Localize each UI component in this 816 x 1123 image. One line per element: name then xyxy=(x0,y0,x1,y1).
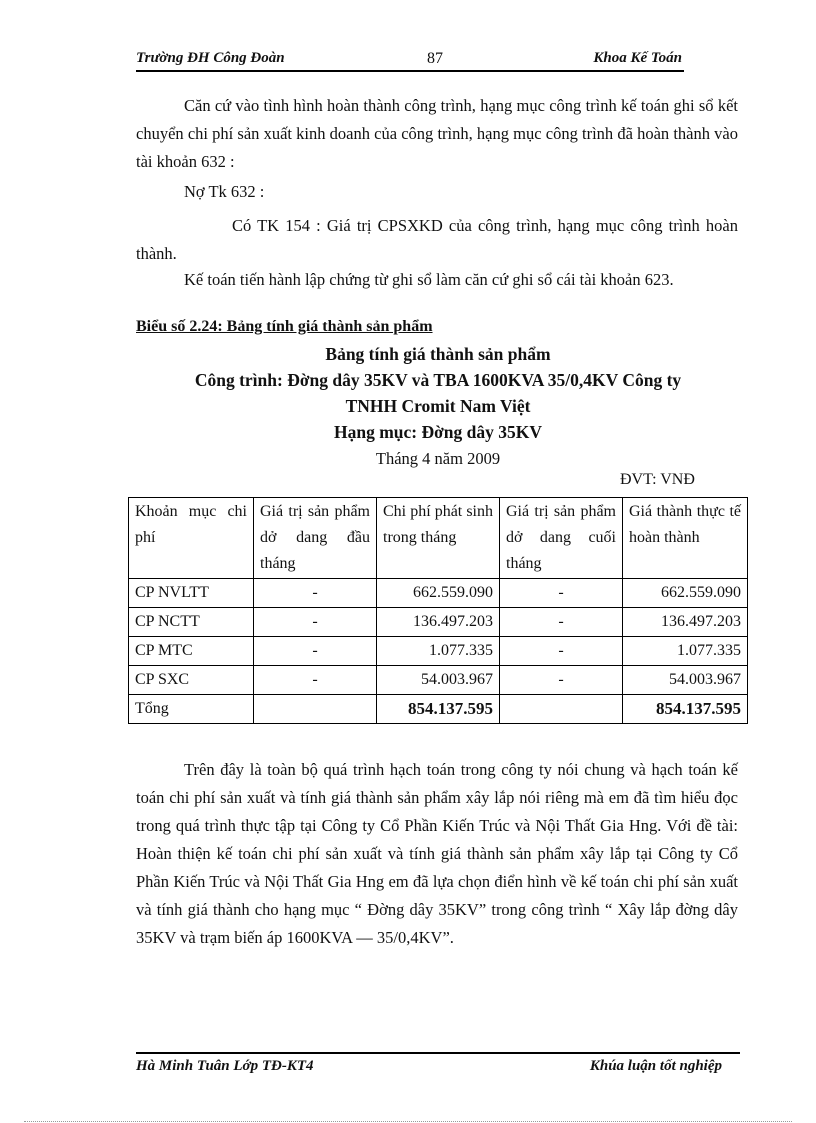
row-opening: - xyxy=(254,579,377,608)
unit-label: ĐVT: VNĐ xyxy=(620,471,695,488)
page-bottom-divider xyxy=(24,1121,792,1122)
row-item: CP MTC xyxy=(129,637,254,666)
table-row xyxy=(129,608,748,637)
row-opening: - xyxy=(254,637,377,666)
table-total-row xyxy=(129,695,748,724)
page-header xyxy=(136,48,684,72)
row-closing: - xyxy=(500,579,623,608)
footer-thesis: Khúa luận tốt nghiệp xyxy=(589,1058,722,1074)
header-school: Trường ĐH Công Đoàn xyxy=(136,50,285,66)
project-line-2: TNHH Cromit Nam Việt xyxy=(345,396,531,416)
row-incurred: 1.077.335 xyxy=(377,637,500,666)
row-cost: 662.559.090 xyxy=(623,579,748,608)
total-opening xyxy=(254,695,377,724)
total-label: Tổng xyxy=(129,695,254,724)
cost-table xyxy=(128,497,748,724)
total-incurred: 854.137.595 xyxy=(377,695,500,724)
total-closing xyxy=(500,695,623,724)
row-item: CP NCTT xyxy=(129,608,254,637)
page-footer xyxy=(136,1052,740,1080)
col-header-opening: Giá trị sản phẩm dở dang đầu tháng xyxy=(254,498,377,579)
table-caption: Biểu số 2.24: Bảng tính giá thành sản phẩm xyxy=(136,318,433,335)
paragraph-voucher: Kế toán tiến hành lập chứng từ ghi sổ làm căn cứ ghi sổ cái tài khoản 623. xyxy=(184,270,674,289)
period-line: Tháng 4 năm 2009 xyxy=(375,449,501,468)
row-closing: - xyxy=(500,637,623,666)
table-title: Bảng tính giá thành sản phẩm xyxy=(325,344,551,364)
paragraph-credit: Có TK 154 : Giá trị CPSXKD của công trình, hạng mục công trình hoàn thành. xyxy=(136,216,738,263)
item-line: Hạng mục: Đờng dây 35KV xyxy=(333,422,543,442)
table-row xyxy=(129,666,748,695)
row-cost: 54.003.967 xyxy=(623,666,748,695)
row-closing: - xyxy=(500,608,623,637)
table-row xyxy=(129,637,748,666)
col-header-closing: Giá trị sản phẩm dở dang cuối tháng xyxy=(500,498,623,579)
row-incurred: 662.559.090 xyxy=(377,579,500,608)
table-header-row xyxy=(129,498,748,579)
footer-author: Hà Minh Tuân Lớp TĐ-KT4 xyxy=(136,1058,314,1074)
row-cost: 1.077.335 xyxy=(623,637,748,666)
paragraph-conclusion: Trên đây là toàn bộ quá trình hạch toán trong công ty nói chung và hạch toán kế toán chi phí sản xuất và tính giá thành sản phẩm xây lắp nói riêng mà em đã tìm hiểu đọc trong quá trình thực tập tại Công ty Cổ Phần Kiến Trúc và Nội Thất Gia Hng. Với đề tài: Hoàn thiện kế toán chi phí sản xuất và tính giá thành sản phẩm xây lắp tại Công ty Cổ Phần Kiến Trúc và Nội Thất Gia Hng em đã lựa chọn điển hình về kế toán chi phí sản xuất và tính giá thành cho hạng mục “ Đờng dây 35KV” trong công trình “ Xây lắp đờng dây 35KV và trạm biến áp 1600KVA — 35/0,4KV”. xyxy=(136,760,738,947)
row-closing: - xyxy=(500,666,623,695)
col-header-item: Khoản mục chi phí xyxy=(129,498,254,579)
row-cost: 136.497.203 xyxy=(623,608,748,637)
row-item: CP NVLTT xyxy=(129,579,254,608)
row-incurred: 136.497.203 xyxy=(377,608,500,637)
page-number: 87 xyxy=(427,50,443,67)
total-cost: 854.137.595 xyxy=(623,695,748,724)
table-row xyxy=(129,579,748,608)
paragraph-debit: Nợ Tk 632 : xyxy=(184,182,265,201)
paragraph-intro: Căn cứ vào tình hình hoàn thành công trình, hạng mục công trình kế toán ghi sổ kết chuyển chi phí sản xuất kinh doanh của công trình, hạng mục công trình đã hoàn thành vào tài khoản 632 : xyxy=(136,96,738,171)
col-header-incurred: Chi phí phát sinh trong tháng xyxy=(377,498,500,579)
project-line-1: Công trình: Đờng dây 35KV và TBA 1600KVA 35/0,4KV Công ty xyxy=(194,370,682,390)
row-incurred: 54.003.967 xyxy=(377,666,500,695)
col-header-cost: Giá thành thực tế hoàn thành xyxy=(623,498,748,579)
row-item: CP SXC xyxy=(129,666,254,695)
header-faculty: Khoa Kế Toán xyxy=(593,50,682,66)
row-opening: - xyxy=(254,666,377,695)
row-opening: - xyxy=(254,608,377,637)
